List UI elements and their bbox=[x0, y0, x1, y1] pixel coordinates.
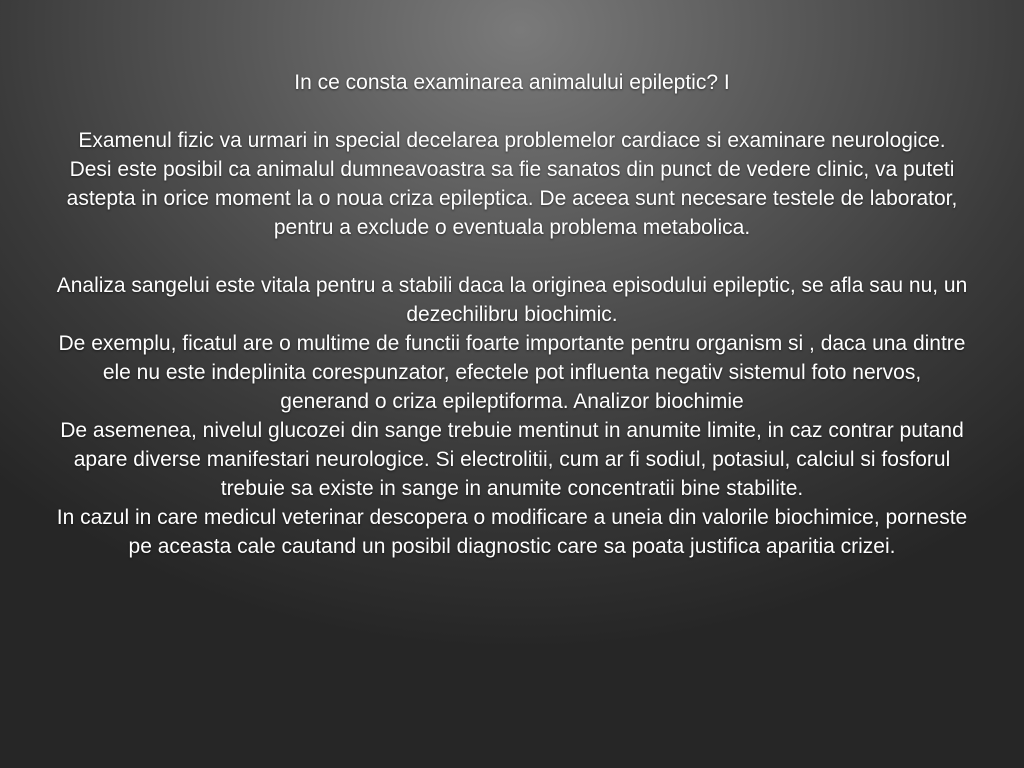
spacer bbox=[56, 97, 968, 126]
slide-text-block bbox=[56, 68, 968, 561]
paragraph-physical-exam: Examenul fizic va urmari in special decelarea problemelor cardiace si examinare neurologice. Desi este posibil ca animalul dumneavoastra sa fie sanatos din punct de vedere clinic, va puteti astepta in orice moment la o noua criza epileptica. De aceea sunt necesare testele de laborator, pentru a exclude o eventuala problema metabolica. bbox=[66, 129, 958, 239]
paragraph-liver-example: De exemplu, ficatul are o multime de functii foarte importante pentru organism si , daca una dintre ele nu este indeplinita corespunzator, efectele pot influenta negativ sistemul foto nervos, generand o criza epileptiforma. Analizor biochimie bbox=[58, 332, 966, 413]
paragraph-glucose-electrolytes: De asemenea, nivelul glucozei din sange trebuie mentinut in anumite limite, in caz contrar putand apare diverse manifestari neurologice. Si electrolitii, cum ar fi sodiul, potasiul, calciul si fosforul trebuie sa existe in sange in anumite concentratii bine stabilite. bbox=[60, 419, 964, 500]
paragraph-blood-analysis: Analiza sangelui este vitala pentru a stabili daca la originea episodului epileptic, se afla sau nu, un dezechilibru biochimic. bbox=[56, 274, 968, 326]
slide-title: In ce consta examinarea animalului epileptic? I bbox=[294, 71, 730, 94]
paragraph-diagnosis: In cazul in care medicul veterinar descopera o modificare a uneia din valorile biochimice, porneste pe aceasta cale cautand un posibil diagnostic care sa poata justifica aparitia crizei. bbox=[56, 506, 968, 558]
spacer bbox=[56, 242, 968, 271]
